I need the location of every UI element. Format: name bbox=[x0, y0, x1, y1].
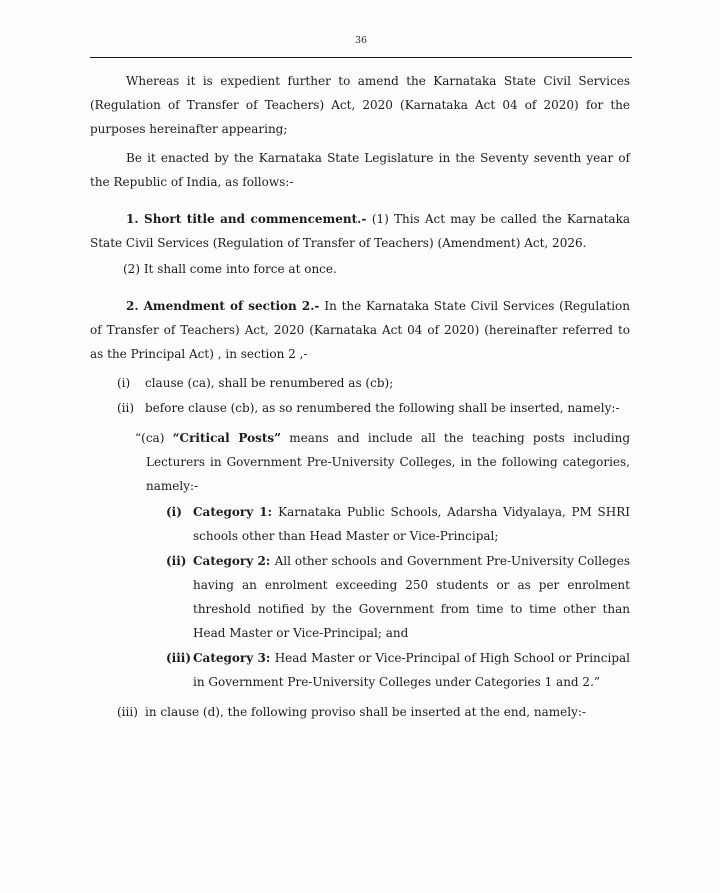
section-1-subclause: (2) It shall come into force at once. bbox=[123, 262, 337, 276]
section-2-heading: 2. Amendment of section 2.- bbox=[126, 299, 325, 313]
clause-marker-iii: (iii) bbox=[117, 705, 138, 719]
category-label-3: Category 3: bbox=[193, 651, 275, 665]
clause-text-i: clause (ca), shall be renumbered as (cb); bbox=[145, 376, 394, 390]
clause-text-iii: in clause (d), the following proviso shall be inserted at the end, namely:- bbox=[145, 705, 586, 719]
paragraph-section-1 bbox=[90, 207, 630, 255]
paragraph-whereas: Whereas it is expedient further to amend the Karnataka State Civil Services (Regulation of Transfer of Teachers) Act, 2020 (Karnataka Act 04 of 2020) for the purposes hereinafter appearing; bbox=[90, 74, 630, 136]
paragraph-section-2 bbox=[90, 294, 630, 366]
category-body-2: All other schools and Government Pre-University Colleges having an enrolment exceeding 250 students or as per enrolment threshold notified by the Government from time to time other than Head Master or Vice-Principal; and bbox=[193, 554, 630, 640]
category-marker-1: (i) bbox=[166, 505, 182, 519]
clause-item-i bbox=[90, 371, 630, 395]
clause-text-ii: before clause (cb), as so renumbered the following shall be inserted, namely:- bbox=[145, 401, 620, 415]
document-body bbox=[90, 58, 630, 724]
category-body-1: Karnataka Public Schools, Adarsha Vidyalaya, PM SHRI schools other than Head Master or Vice-Principal; bbox=[193, 505, 631, 543]
clause-marker-i: (i) bbox=[117, 376, 131, 390]
inserted-clause-term: “Critical Posts” bbox=[172, 431, 282, 445]
clause-item-iii bbox=[90, 700, 630, 724]
category-label-2: Category 2: bbox=[193, 554, 275, 568]
category-item-3 bbox=[90, 646, 630, 694]
category-marker-2: (ii) bbox=[166, 554, 187, 568]
inserted-clause-prefix: “(ca) bbox=[135, 431, 173, 445]
clause-item-ii bbox=[90, 396, 630, 420]
section-2-clause-list bbox=[90, 371, 630, 420]
page-header bbox=[90, 0, 632, 58]
category-item-1 bbox=[90, 500, 630, 548]
category-list bbox=[90, 500, 630, 694]
category-label-1: Category 1: bbox=[193, 505, 279, 519]
category-marker-3: (iii) bbox=[166, 651, 192, 665]
section-1-heading: 1. Short title and commencement.- bbox=[126, 212, 372, 226]
category-text-3 bbox=[193, 646, 630, 694]
inserted-clause-ca bbox=[90, 426, 630, 498]
section-1-text: (1) This Act may be called the Karnataka State Civil Services (Regulation of Transfer of Teachers) (Amendment) Act, 2026. bbox=[90, 212, 631, 250]
inserted-clause-text: means and include all the teaching posts including Lecturers in Government Pre-University Colleges, in the following categories, namely:- bbox=[146, 431, 631, 493]
clause-marker-ii: (ii) bbox=[117, 401, 135, 415]
category-text-2 bbox=[193, 549, 630, 645]
page-number: 36 bbox=[354, 35, 368, 46]
category-body-3: Head Master or Vice-Principal of High School or Principal in Government Pre-University Colleges under Categories 1 and 2.” bbox=[193, 651, 631, 689]
category-text-1 bbox=[193, 500, 630, 548]
category-item-2 bbox=[90, 549, 630, 645]
paragraph-enacted: Be it enacted by the Karnataka State Legislature in the Seventy seventh year of the Republic of India, as follows:- bbox=[90, 151, 630, 189]
section-2-text: In the Karnataka State Civil Services (Regulation of Transfer of Teachers) Act, 2020 (Karnataka Act 04 of 2020) (hereinafter referred to as the Principal Act) , in section 2 ,- bbox=[90, 299, 630, 361]
